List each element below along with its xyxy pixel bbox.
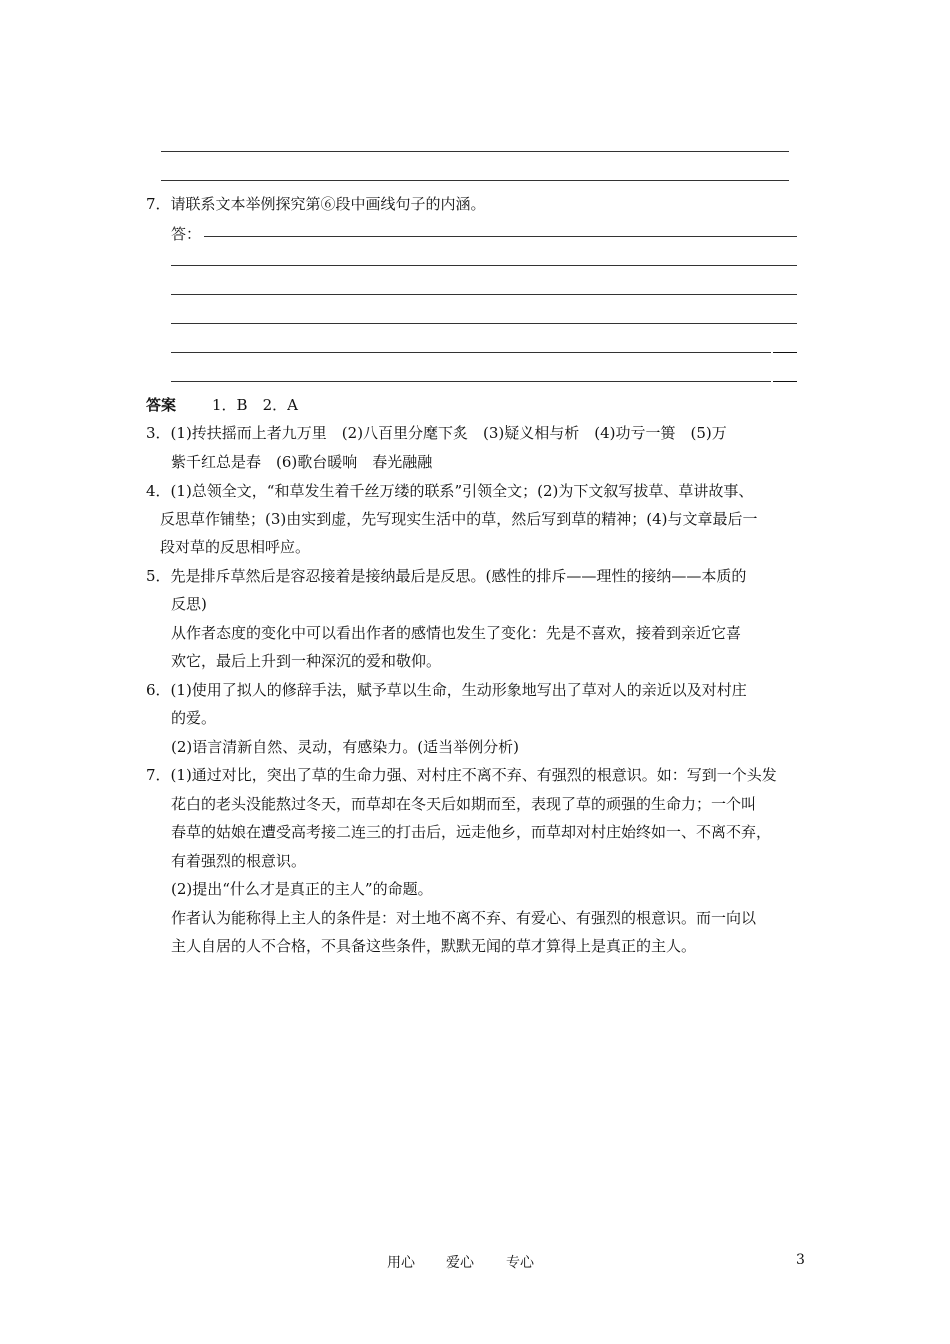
answer-4-line: 4．(1)总领全文，“和草发生着千丝万缕的联系”引领全文；(2)为下文叙写拔草、草讲故事、 xyxy=(146,482,754,500)
answer-line xyxy=(171,265,797,266)
answer-label: 答： xyxy=(171,225,202,243)
answer-6-line: 6．(1)使用了拟人的修辞手法，赋予草以生命，生动形象地写出了草对人的亲近以及对村庄 xyxy=(146,681,747,699)
answer-line-end xyxy=(773,381,797,382)
answer-3-line: 3．(1)抟扶摇而上者九万里 (2)八百里分麾下炙 (3)疑义相与析 (4)功亏一篑 (5)万 xyxy=(146,424,727,442)
answer-7-line: (2)提出“什么才是真正的主人”的命题。 xyxy=(171,880,433,898)
question-7-prompt: 7．请联系文本举例探究第⑥段中画线句子的内涵。 xyxy=(146,195,486,213)
answer-4-line: 反思草作铺垫；(3)由实到虚，先写现实生活中的草，然后写到草的精神；(4)与文章最后一 xyxy=(160,510,758,528)
answer-5-line: 从作者态度的变化中可以看出作者的感情也发生了变化：先是不喜欢，接着到亲近它喜 xyxy=(171,624,742,642)
answer-6-line: (2)语言清新自然、灵动，有感染力。(适当举例分析) xyxy=(171,738,519,756)
answer-7-line: 作者认为能称得上主人的条件是：对土地不离不弃、有爱心、有强烈的根意识。而一向以 xyxy=(171,909,757,927)
answer-line-end xyxy=(773,352,797,353)
answer-line xyxy=(161,151,789,152)
answer-7-line: 7．(1)通过对比，突出了草的生命力强、对村庄不离不弃、有强烈的根意识。如：写到一个头发 xyxy=(146,766,777,784)
answer-line xyxy=(171,352,771,353)
answer-3-line: 紫千红总是春 (6)歌台暖响 春光融融 xyxy=(171,453,433,471)
answer-1-2: 1．B 2．A xyxy=(212,396,298,414)
answer-line xyxy=(204,236,797,237)
answer-line xyxy=(171,294,797,295)
answers-heading: 答案 xyxy=(146,396,177,414)
answer-6-line: 的爱。 xyxy=(171,709,217,727)
answer-line xyxy=(161,180,789,181)
answer-5-line: 欢它，最后上升到一种深沉的爱和敬仰。 xyxy=(171,652,442,670)
answer-7-line: 有着强烈的根意识。 xyxy=(171,852,307,870)
answer-4-line: 段对草的反思相呼应。 xyxy=(160,538,311,556)
answer-line xyxy=(171,381,771,382)
footer-motto-2: 爱心 xyxy=(446,1255,474,1271)
answer-7-line: 春草的姑娘在遭受高考接二连三的打击后，远走他乡，而草却对村庄始终如一、不离不弃， xyxy=(171,823,772,841)
answer-7-line: 主人自居的人不合格，不具备这些条件，默默无闻的草才算得上是真正的主人。 xyxy=(171,937,697,955)
answer-line xyxy=(171,323,797,324)
answer-5-line: 5．先是排斥草然后是容忍接着是接纳最后是反思。(感性的排斥——理性的接纳——本质的 xyxy=(146,567,747,585)
page-number: 3 xyxy=(796,1252,805,1268)
footer-motto-3: 专心 xyxy=(506,1255,534,1271)
answer-5-line: 反思) xyxy=(171,595,207,613)
answer-7-line: 花白的老头没能熬过冬天，而草却在冬天后如期而至，表现了草的顽强的生命力；一个叫 xyxy=(171,795,757,813)
footer-motto-1: 用心 xyxy=(387,1255,415,1271)
